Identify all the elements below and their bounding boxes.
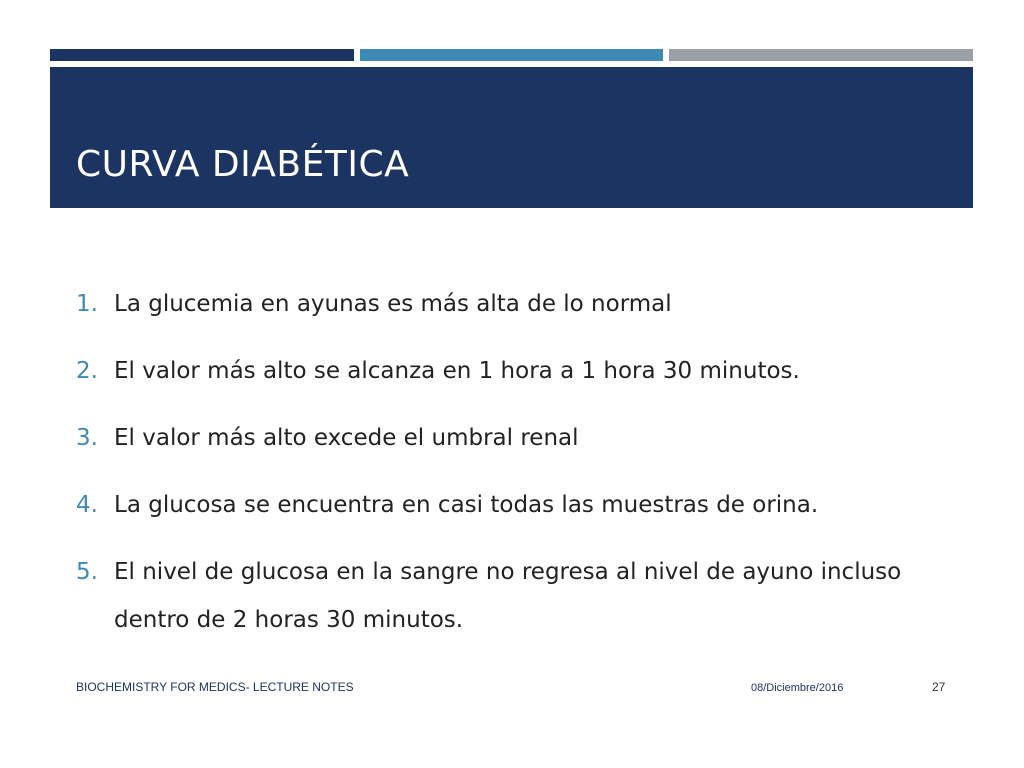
- title-band: [50, 67, 973, 208]
- list-item-text: La glucemia en ayunas es más alta de lo normal: [114, 291, 672, 317]
- list-item-number: 5.: [76, 559, 98, 585]
- list-item-text: La glucosa se encuentra en casi todas las muestras de orina.: [114, 492, 819, 518]
- list-item-number: 1.: [76, 291, 98, 317]
- list-item-text: El nivel de glucosa en la sangre no regresa al nivel de ayuno incluso dentro de 2 horas 30 minutos.: [114, 559, 902, 633]
- accent-bar-gray: [669, 49, 973, 61]
- list-item-number: 4.: [76, 492, 98, 518]
- list-item: [76, 280, 936, 328]
- list-item: [76, 548, 936, 644]
- list-item-number: 2.: [76, 358, 98, 384]
- list-item-text: El valor más alto excede el umbral renal: [114, 425, 579, 451]
- list-item-text: El valor más alto se alcanza en 1 hora a 1 hora 30 minutos.: [114, 358, 800, 384]
- list-item-number: 3.: [76, 425, 98, 451]
- footer-date: 08/Diciembre/2016: [751, 682, 844, 694]
- footer-course-title: BIOCHEMISTRY FOR MEDICS- LECTURE NOTES: [76, 680, 354, 694]
- page-number: 27: [932, 680, 946, 694]
- slide-title: CURVA DIABÉTICA: [76, 144, 410, 185]
- accent-bar-navy: [50, 49, 354, 61]
- accent-bar-blue: [360, 49, 663, 61]
- numbered-list: [76, 280, 936, 644]
- list-item: [76, 414, 936, 462]
- list-item: [76, 481, 936, 529]
- list-item: [76, 347, 936, 395]
